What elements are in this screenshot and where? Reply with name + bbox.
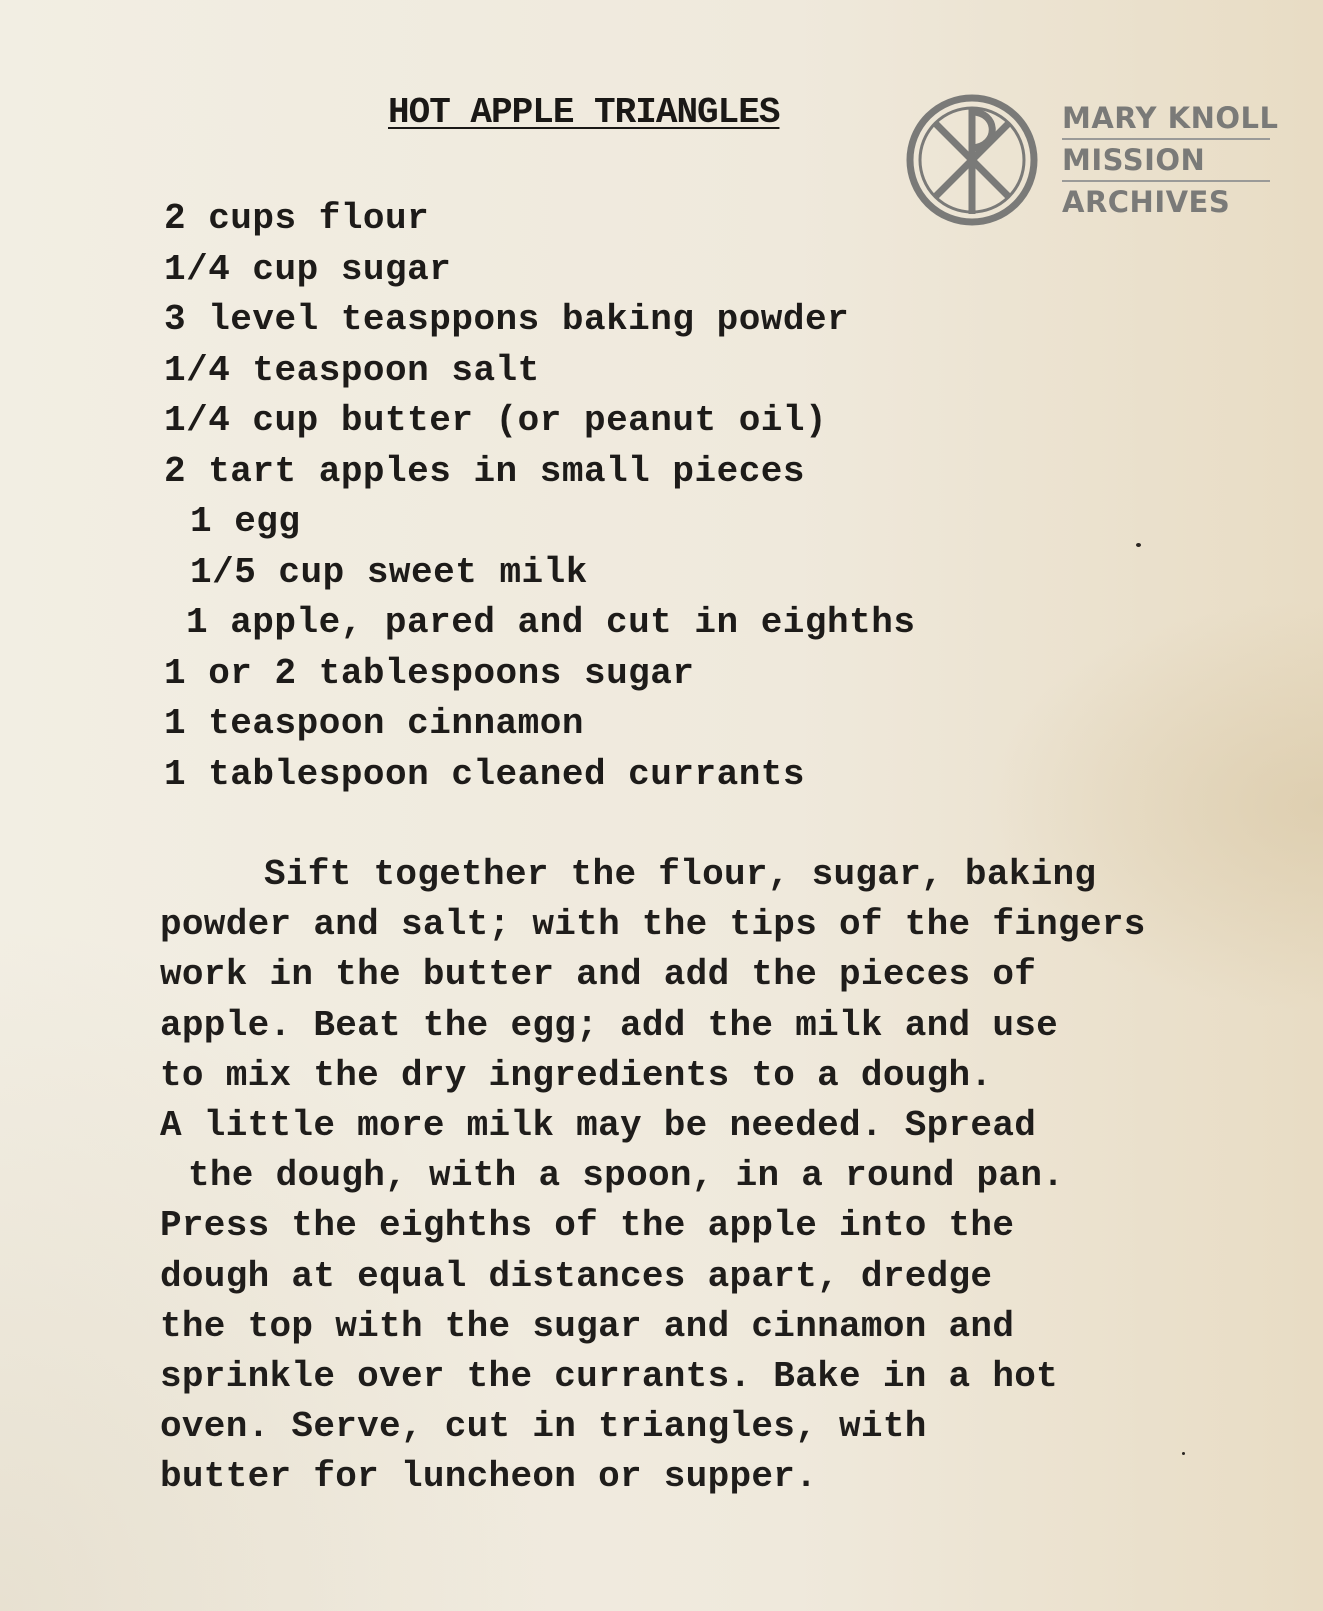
paper-speck <box>1136 543 1141 547</box>
ingredient-item: 2 tart apples in small pieces <box>164 450 806 492</box>
directions-line: butter for luncheon or supper. <box>160 1456 818 1498</box>
recipe-title: HOT APPLE TRIANGLES <box>388 92 780 133</box>
directions-line: to mix the dry ingredients to a dough. <box>160 1054 993 1096</box>
chi-rho-seal-icon <box>902 94 1044 226</box>
ingredient-item: 1 apple, pared and cut in eighths <box>186 602 916 643</box>
directions-line: powder and salt; with the tips of the fingers <box>160 904 1146 946</box>
directions-line: work in the butter and add the pieces of <box>160 954 1037 996</box>
directions-line: the dough, with a spoon, in a round pan. <box>188 1155 1065 1197</box>
directions-line: dough at equal distances apart, dredge <box>160 1255 993 1297</box>
directions-line: sprinkle over the currants. Bake in a hot <box>160 1356 1059 1398</box>
watermark-line: ARCHIVES <box>1062 185 1231 219</box>
directions-line: the top with the sugar and cinnamon and <box>160 1305 1015 1347</box>
directions-line: Sift together the flour, sugar, baking <box>264 854 1097 895</box>
ingredient-item: 1 teaspoon cinnamon <box>164 703 584 744</box>
ingredient-item: 1 egg <box>190 501 301 542</box>
directions-paragraph <box>160 850 1280 1503</box>
watermark-line: MISSION <box>1062 140 1270 182</box>
watermark-line: MARY KNOLL <box>1062 98 1270 140</box>
archive-watermark-text <box>1062 98 1279 222</box>
ingredient-item: 1/4 cup butter (or peanut oil) <box>164 400 828 441</box>
directions-line: Press the eighths of the apple into the <box>160 1205 1015 1247</box>
ingredient-item: 1/4 cup sugar <box>164 248 452 290</box>
ingredient-item: 1/4 teaspoon salt <box>164 349 540 391</box>
directions-line: A little more milk may be needed. Spread <box>160 1105 1037 1147</box>
ingredient-item: 3 level teasppons baking powder <box>164 299 850 340</box>
ingredient-list <box>164 194 915 800</box>
paper-speck <box>1182 1452 1185 1455</box>
ingredient-item: 1 tablespoon cleaned currants <box>164 753 806 795</box>
directions-line: apple. Beat the egg; add the milk and use <box>160 1004 1059 1046</box>
ingredient-item: 2 cups flour <box>164 198 430 239</box>
directions-line: oven. Serve, cut in triangles, with <box>160 1406 927 1448</box>
ingredient-item: 1/5 cup sweet milk <box>190 551 588 593</box>
ingredient-item: 1 or 2 tablespoons sugar <box>164 652 695 694</box>
